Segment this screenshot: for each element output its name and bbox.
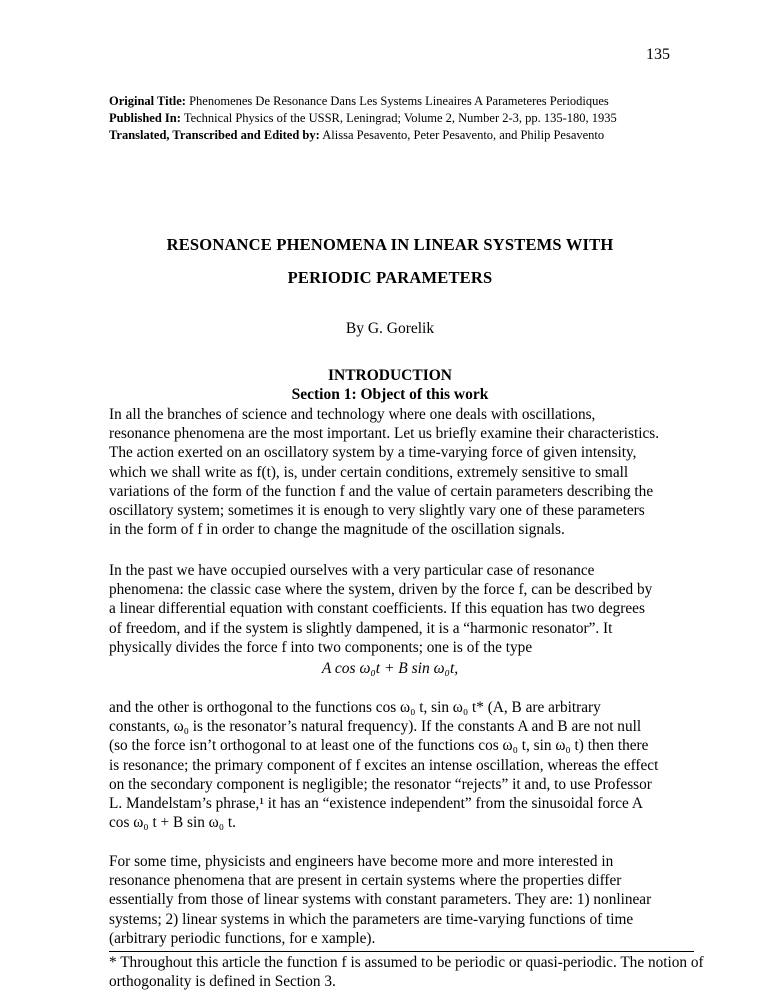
translated-line [109, 127, 709, 144]
text-line: phenomena: the classic case where the system, driven by the force f, can be described by [109, 581, 653, 599]
author: By G. Gorelik [345, 320, 435, 337]
text-line: systems; 2) linear systems in which the parameters are time-varying functions of time [109, 910, 634, 928]
paragraph-4 [109, 852, 694, 948]
text-line: in the form of f in order to change the magnitude of the oscillation signals. [109, 521, 565, 539]
text-line: oscillatory system; sometimes it is enough to very slightly vary one of these parameters [109, 502, 645, 520]
text-line: resonance phenomena that are present in certain systems where the properties differ [109, 872, 622, 890]
footnote-divider [109, 951, 694, 952]
title-line-2: PERIODIC PARAMETERS [287, 268, 493, 287]
footnote-line: orthogonality is defined in Section 3. [109, 973, 336, 991]
text-line: cos ω₀ t + B sin ω₀ t. [109, 814, 236, 832]
text-line: The action exerted on an oscillatory system by a time-varying force of given intensity, [109, 444, 637, 462]
text-line: constants, ω₀ is the resonator’s natural frequency). If the constants A and B are not null [109, 718, 642, 736]
text-line: (arbitrary periodic functions, for e xample). [109, 929, 376, 947]
original-title-line [109, 93, 709, 110]
paragraph-2 [109, 561, 694, 657]
text-line: which we shall write as f(t), is, under certain conditions, extremely sensitive to small [109, 463, 629, 481]
section-1-heading: Section 1: Object of this work [291, 386, 489, 403]
text-line: resonance phenomena are the most important. Let us briefly examine their characteristics. [109, 425, 660, 443]
published-label: Published In: [109, 111, 181, 125]
paragraph-1 [109, 405, 694, 539]
text-line: essentially from those of linear systems with constant parameters. They are: 1) nonlinear [109, 891, 652, 909]
published-line [109, 110, 709, 127]
translators: Alissa Pesavento, Peter Pesavento, and Philip Pesavento [322, 128, 605, 142]
published-source: Technical Physics of the USSR, Leningrad; Volume 2, Number 2-3, pp. 135-180, 1935 [183, 111, 617, 125]
text-line: (so the force isn’t orthogonal to at least one of the functions cos ω₀ t, sin ω₀ t) then there [109, 737, 649, 755]
text-line: is resonance; the primary component of f excites an intense oscillation, whereas the effect [109, 756, 659, 774]
footnote-line: * Throughout this article the function f is assumed to be periodic or quasi-periodic. The notion of [109, 954, 704, 971]
text-line: a linear differential equation with constant coefficients. If this equation has two degrees [109, 600, 645, 618]
text-line: For some time, physicists and engineers have become more and more interested in [109, 853, 614, 870]
text-line: In the past we have occupied ourselves with a very particular case of resonance [109, 562, 595, 579]
text-line: L. Mandelstam’s phrase,¹ it has an “existence independent” from the sinusoidal force A [109, 795, 643, 813]
paragraph-3 [109, 698, 694, 832]
paper-title [100, 228, 680, 294]
original-title-label: Original Title: [109, 94, 186, 108]
translated-label: Translated, Transcribed and Edited by: [109, 128, 320, 142]
text-line: In all the branches of science and technology where one deals with oscillations, [109, 406, 596, 423]
footnote [109, 953, 704, 991]
text-line: of freedom, and if the system is slightly dampened, it is a “harmonic resonator”. It [109, 619, 613, 637]
page-number: 135 [646, 46, 670, 63]
text-line: and the other is orthogonal to the functions cos ω₀ t, sin ω₀ t* (A, B are arbitrary [109, 699, 601, 716]
introduction-heading: INTRODUCTION [327, 367, 452, 384]
text-line: on the secondary component is negligible; the resonator “rejects” it and, to use Professor [109, 775, 652, 793]
title-line-1: RESONANCE PHENOMENA IN LINEAR SYSTEMS WITH [166, 235, 614, 254]
text-line: physically divides the force f into two components; one is of the type [109, 638, 533, 656]
formula: A cos ω₀t + B sin ω₀t, [321, 660, 459, 677]
original-title: Phenomenes De Resonance Dans Les Systems Lineaires A Parameteres Periodiques [189, 94, 609, 108]
text-line: variations of the form of the function f and the value of certain parameters describing the [109, 482, 654, 500]
article-metadata [109, 93, 709, 144]
